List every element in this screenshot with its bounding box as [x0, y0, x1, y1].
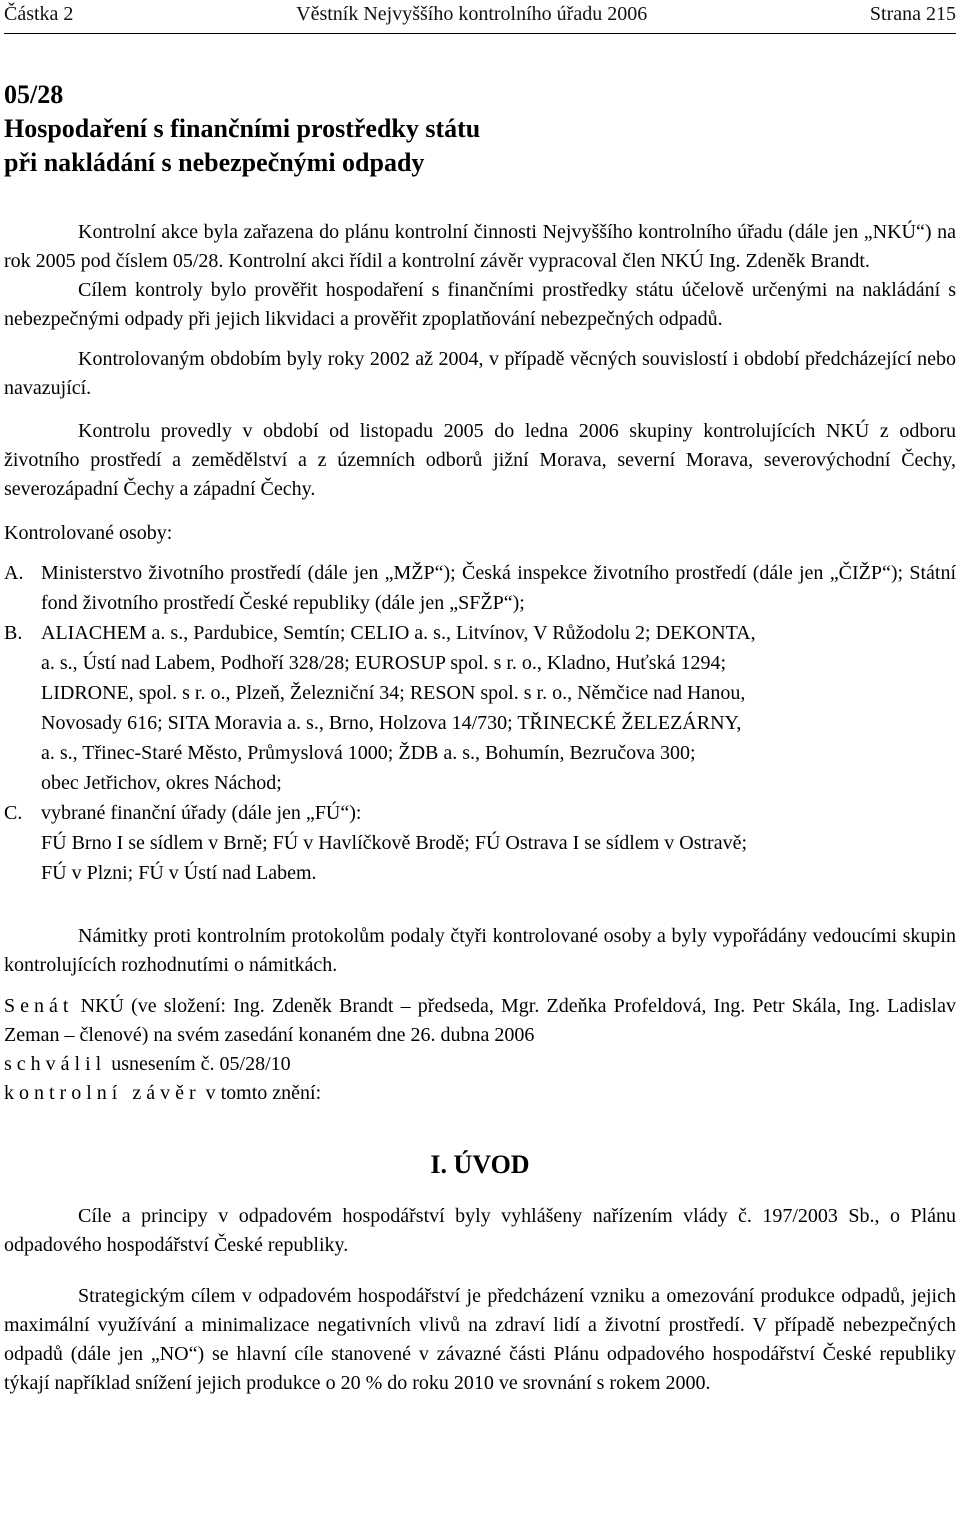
conclusion-text: v tomto znění: [200, 1082, 322, 1104]
list-item-text: Ministerstvo životního prostředí (dále jen „MŽP“); Česká inspekce životního prostředí (dále jen „ČIŽP“); Státní fond životního prostředí České republiky (dále jen „SFŽP“); [41, 562, 956, 614]
approved-text: usnesením č. 05/28/10 [106, 1053, 291, 1075]
persons-heading: Kontrolované osoby: [4, 522, 173, 544]
senate-word: Senát [4, 995, 74, 1017]
intro-paragraph-2: Cílem kontroly bylo prověřit hospodaření s finančními prostředky státu účelově určenými na nakládání s nebezpečnými odpady při jejich likvidaci a prověřit zpoplatňování nebezpečných odpadů. [4, 279, 956, 330]
title-line-1: Hospodaření s finančními prostředky státu [4, 114, 481, 143]
approved-word: schválil [4, 1053, 107, 1075]
list-line: obec Jetřichov, okres Náchod; [41, 772, 282, 794]
list-line: ALIACHEM a. s., Pardubice, Semtín; CELIO a. s., Litvínov, V Růžodolu 2; DEKONTA, [41, 622, 756, 644]
approved-line [4, 1050, 956, 1079]
senate-text: NKÚ (ve složení: Ing. Zdeněk Brandt – předseda, Mgr. Zdeňka Profeldová, Ing. Petr Skála, Ing. Ladislav Zeman – členové) na svém zasedání konaném dne 26. dubna 2006 [4, 995, 956, 1046]
intro-paragraph-3: Kontrolovaným obdobím byly roky 2002 až 2004, v případě věcných souvislostí i období předcházející nebo navazující. [4, 348, 956, 399]
senate-paragraph [4, 992, 956, 1050]
list-item-text [41, 798, 956, 888]
list-item-text [41, 618, 956, 798]
objections-paragraph: Námitky proti kontrolním protokolům podaly čtyři kontrolované osoby a byly vypořádány vedoucími skupin kontrolujících rozhodnutími o námitkách. [4, 925, 956, 976]
list-line: FÚ v Plzni; FÚ v Ústí nad Labem. [41, 862, 317, 884]
list-line: FÚ Brno I se sídlem v Brně; FÚ v Havlíčkově Brodě; FÚ Ostrava I se sídlem v Ostravě; [41, 832, 748, 854]
persons-list [4, 558, 956, 888]
list-marker: B. [4, 622, 23, 644]
document-page [4, 0, 956, 1398]
header-journal-title: Věstník Nejvyššího kontrolního úřadu 2006 [296, 3, 648, 25]
page-header [4, 0, 956, 34]
list-line: LIDRONE, spol. s r. o., Plzeň, Železniční 34; RESON spol. s r. o., Němčice nad Hanou, [41, 682, 746, 704]
list-marker: C. [4, 802, 23, 824]
conclusion-word: kontrolní závěr [4, 1082, 201, 1104]
title-line-2: při nakládání s nebezpečnými odpady [4, 148, 425, 177]
list-line: Novosady 616; SITA Moravia a. s., Brno, Holzova 14/730; TŘINECKÉ ŽELEZÁRNY, [41, 712, 742, 734]
section-paragraph-1: Cíle a principy v odpadovém hospodářství byly vyhlášeny nařízením vlády č. 197/2003 Sb., o Plánu odpadového hospodářství České republiky. [4, 1205, 956, 1256]
section-paragraph-2: Strategickým cílem v odpadovém hospodářství je předcházení vzniku a omezování produkce odpadů, jejich maximální využívání a minimalizace negativních vlivů na zdraví lidí a životní prostředí. V případě nebezpečných odpadů (dále jen „NO“) se hlavní cíle stanovené v závazné části Plánu odpadového hospodářství České republiky týkají například snížení jejich produkce o 20 % do roku 2010 ve srovnání s rokem 2000. [4, 1285, 956, 1394]
list-item-b [4, 618, 956, 798]
title-number: 05/28 [4, 80, 64, 109]
header-issue: Částka 2 [4, 3, 74, 25]
list-line: a. s., Ústí nad Labem, Podhoří 328/28; EUROSUP spol. s r. o., Kladno, Huťská 1294; [41, 652, 727, 674]
section-heading: I. ÚVOD [430, 1150, 530, 1179]
header-page-number: Strana 215 [869, 3, 956, 25]
list-item-a [4, 558, 956, 618]
document-title [4, 78, 956, 180]
conclusion-line [4, 1079, 956, 1108]
list-item-c [4, 798, 956, 888]
list-line: vybrané finanční úřady (dále jen „FÚ“): [41, 802, 362, 824]
list-marker: A. [4, 562, 24, 584]
intro-paragraph-4: Kontrolu provedly v období od listopadu 2005 do ledna 2006 skupiny kontrolujících NKÚ z odboru životního prostředí a zemědělství a z územních odborů jižní Morava, severní Morava, severovýchodní Čechy, severozápadní Čechy a západní Čechy. [4, 420, 956, 500]
intro-paragraph-1: Kontrolní akce byla zařazena do plánu kontrolní činnosti Nejvyššího kontrolního úřadu (dále jen „NKÚ“) na rok 2005 pod číslem 05/28. Kontrolní akci řídil a kontrolní závěr vypracoval člen NKÚ Ing. Zdeněk Brandt. [4, 221, 956, 272]
list-line: a. s., Třinec-Staré Město, Průmyslová 1000; ŽDB a. s., Bohumín, Bezručova 300; [41, 742, 696, 764]
